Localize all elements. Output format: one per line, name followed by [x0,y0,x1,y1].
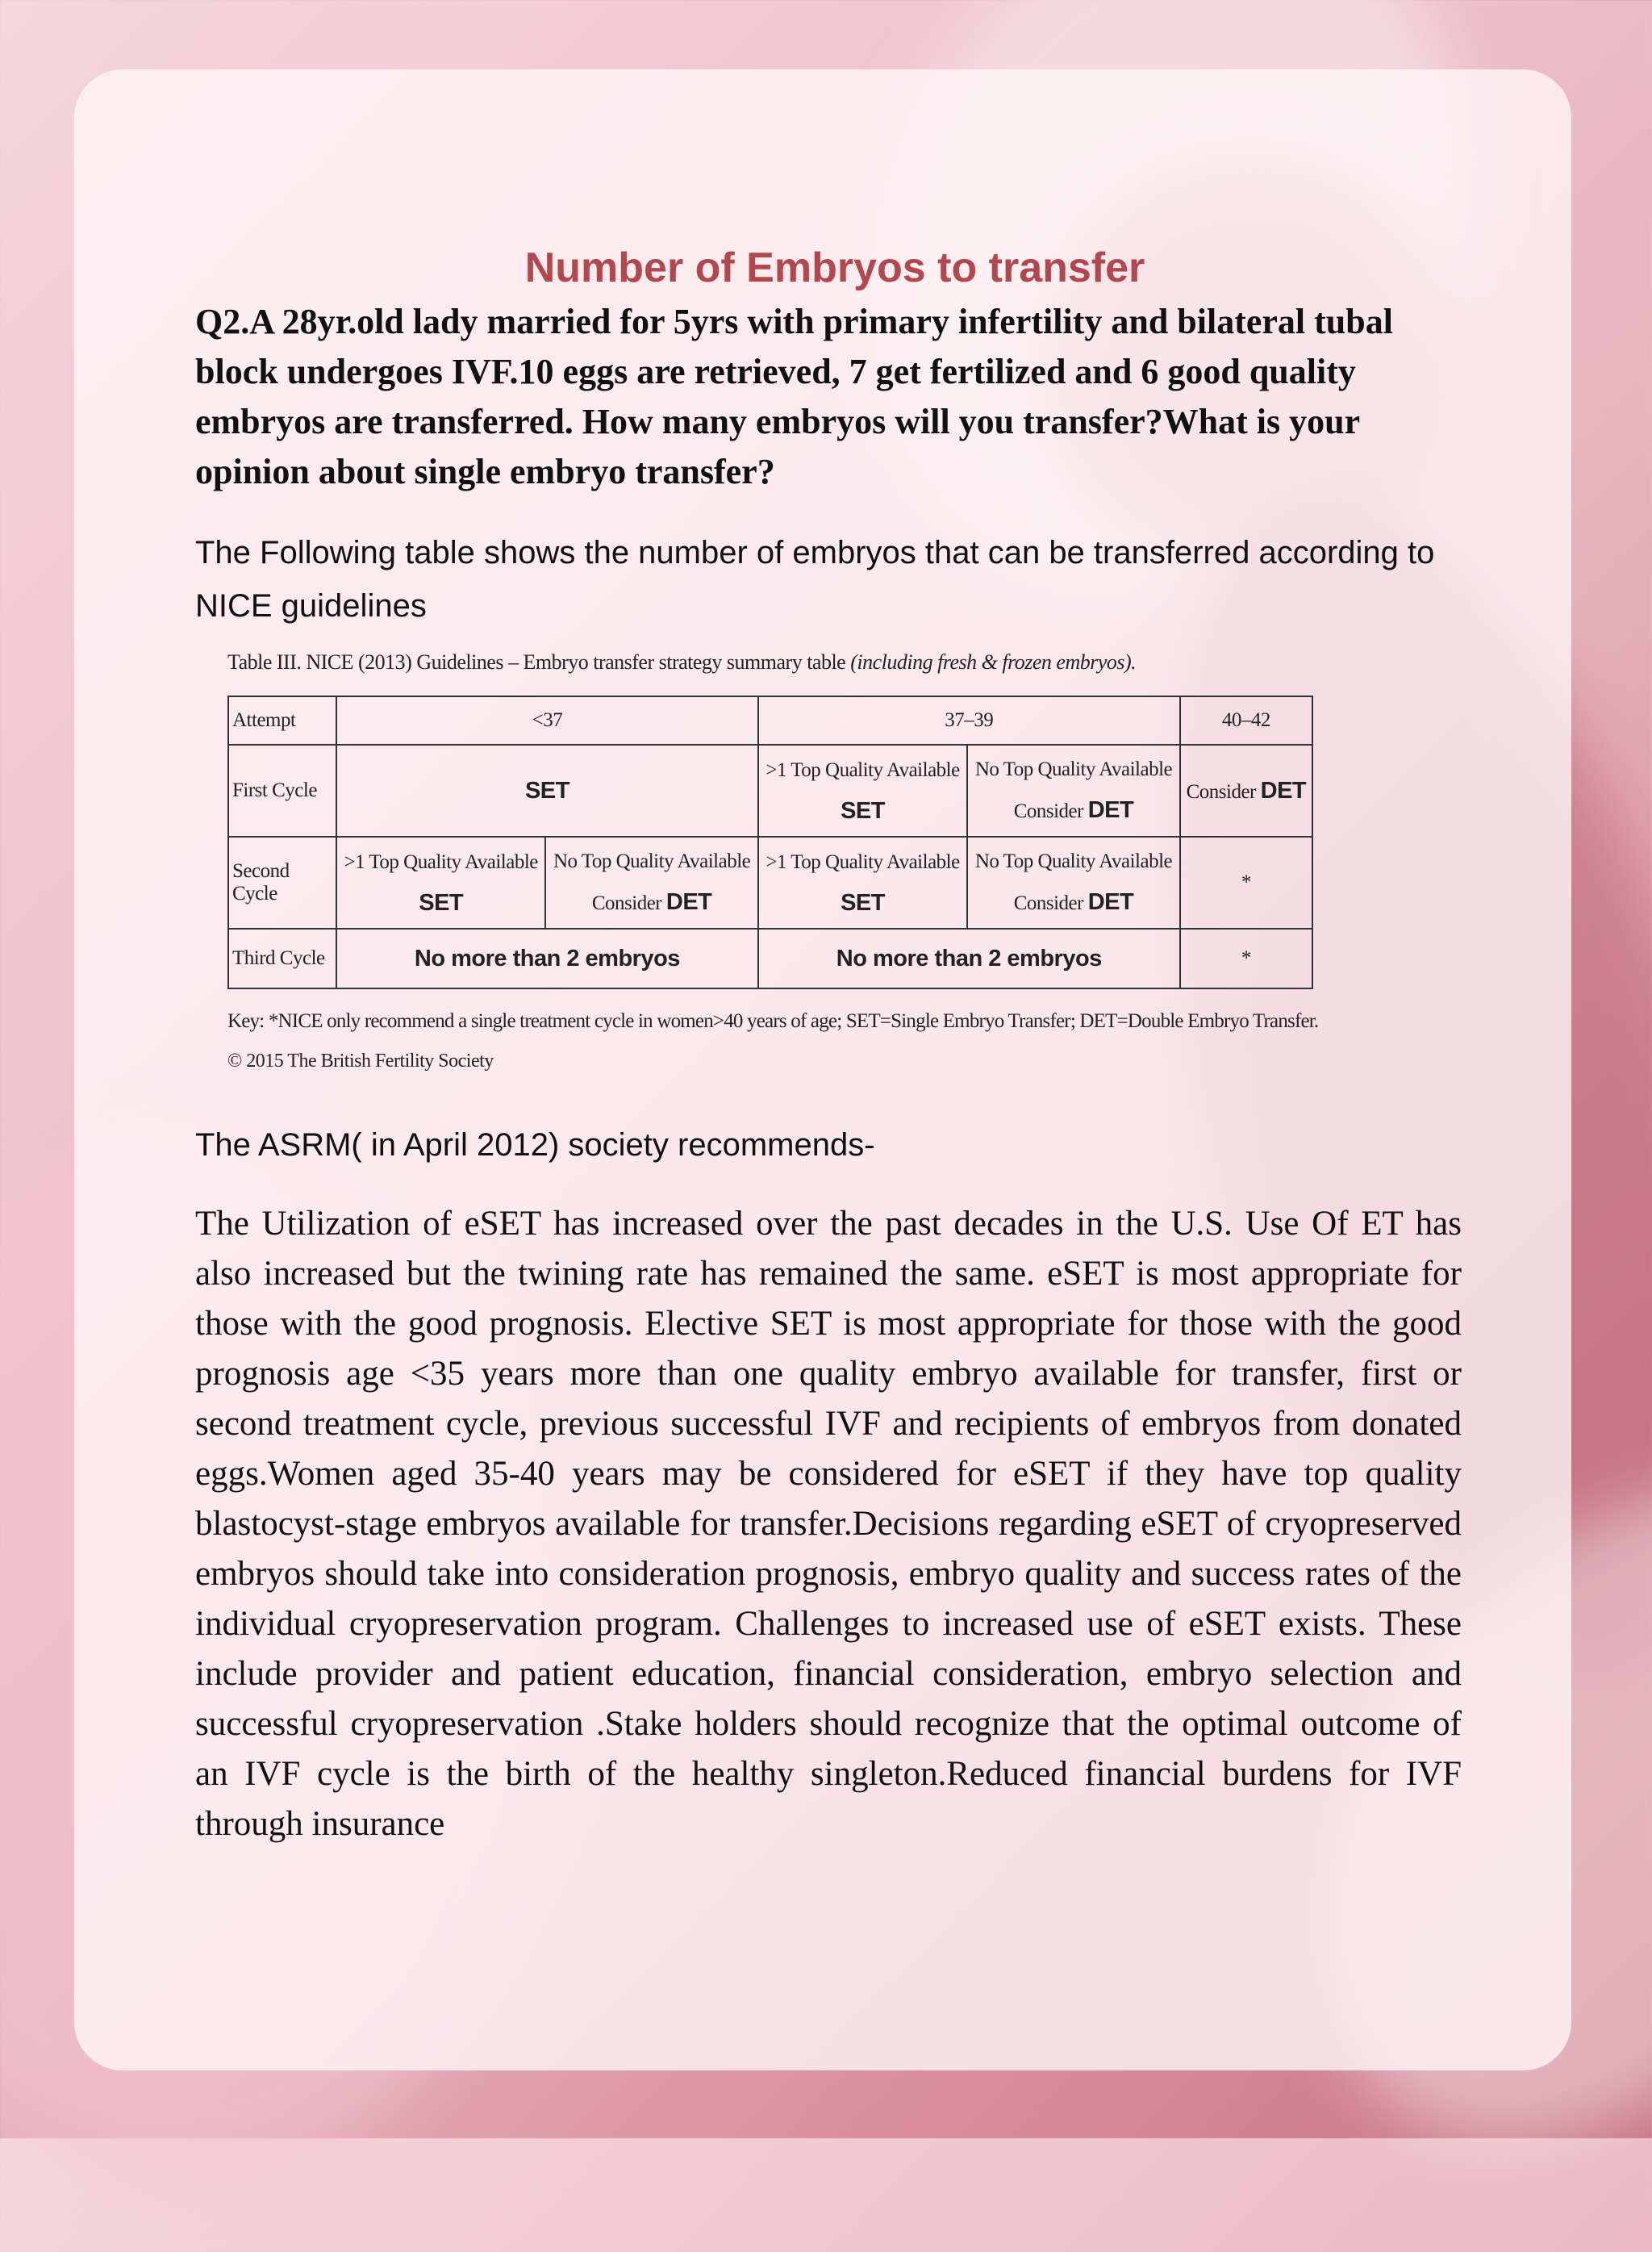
second-cycle-37-39-top [758,837,967,929]
table-caption-italic: (including fresh & frozen embryos). [850,650,1137,674]
table-key: Key: *NICE only recommend a single treatment cycle in women>40 years of age; SET=Single Embryo Transfer; DET=Double Embryo Transfer. [227,1010,1319,1032]
table-header-row [228,696,1312,745]
first-cycle-37-39-no-top [967,745,1179,837]
table-copyright: © 2015 The British Fertility Society [227,1051,494,1072]
row-label-second-cycle: Second Cycle [228,837,336,929]
first-cycle-37-39-top [758,745,967,837]
first-cycle-40-42 [1180,745,1312,837]
header-age-under-37: <37 [336,696,758,745]
consider-text: Consider [1013,892,1083,914]
table-caption [227,650,1462,675]
cell-recommendation [971,790,1175,832]
third-cycle-37-39: No more than 2 embryos [758,929,1180,988]
third-cycle-under-37: No more than 2 embryos [336,929,758,988]
cell-condition: No Top Quality Available [974,758,1173,780]
cell-condition: No Top Quality Available [553,850,751,872]
det-text: DET [1260,777,1307,804]
table-row-second-cycle [228,837,1312,929]
page-content [195,239,1462,1849]
cell-recommendation [971,882,1175,924]
consider-text: Consider [1186,780,1256,803]
cell-recommendation: SET [841,798,885,824]
question-text: Q2.A 28yr.old lady married for 5yrs with primary infertility and bilateral tubal block undergoes IVF.10 eggs are retrieved, 7 get fertilized and 6 good quality embryos are transferred. How many embryos will you transfer?What is your opinion about single embryo transfer? [195,302,1393,491]
page-title: Number of Embryos to transfer [524,244,1145,291]
det-text: DET [1087,889,1134,915]
cell-recommendation: SET [841,890,885,916]
nice-guidelines-table [227,696,1313,989]
consider-text: Consider [1013,800,1083,822]
header-attempt: Attempt [228,696,336,745]
asrm-heading: The ASRM( in April 2012) society recommends- [195,1127,875,1163]
table-row-first-cycle [228,745,1312,837]
second-cycle-37-39-no-top [967,837,1179,929]
intro-text: The Following table shows the number of embryos that can be transferred according to NICE guidelines [195,535,1435,624]
header-age-37-39: 37–39 [758,696,1180,745]
row-label-first-cycle: First Cycle [228,745,336,837]
header-age-40-42: 40–42 [1180,696,1312,745]
cell-recommendation [549,882,753,924]
table-row-third-cycle [228,929,1312,988]
cell-condition: >1 Top Quality Available [344,851,538,873]
det-text: DET [1087,797,1134,823]
consider-text: Consider [591,892,662,914]
asrm-body-text: The Utilization of eSET has increased over the past decades in the U.S. Use Of ET has also increased but the twining rate has remained the same. eSET is most appropriate for those with the good prognosis. Elective SET is most appropriate for those with the good prognosis age <35 years more than one quality embryo available for transfer, first or second treatment cycle, previous successful IVF and recipients of embryos from donated eggs.Women aged 35-40 years may be considered for eSET if they have top quality blastocyst-stage embryos available for transfer.Decisions regarding eSET of cryopreserved embryos should take into consideration prognosis, embryo quality and success rates of the individual cryopreservation program. Challenges to increased use of eSET exists. These include provider and patient education, financial consideration, embryo selection and successful cryopreservation .Stake holders should recognize that the optimal outcome of an IVF cycle is the birth of the healthy singleton.Reduced financial burdens for IVF through insurance [195,1205,1462,1843]
det-text: DET [665,889,712,915]
third-cycle-40-42: * [1180,929,1312,988]
cell-condition: >1 Top Quality Available [766,851,960,873]
first-cycle-under-37: SET [336,745,758,837]
second-cycle-40-42: * [1180,837,1312,929]
table-caption-text: Table III. NICE (2013) Guidelines – Embryo transfer strategy summary table [227,650,846,674]
row-label-third-cycle: Third Cycle [228,929,336,988]
cell-condition: No Top Quality Available [974,850,1173,872]
second-cycle-under-37-no-top [545,837,757,929]
cell-recommendation: SET [419,890,464,916]
cell-condition: >1 Top Quality Available [766,759,960,781]
second-cycle-under-37-top [336,837,545,929]
